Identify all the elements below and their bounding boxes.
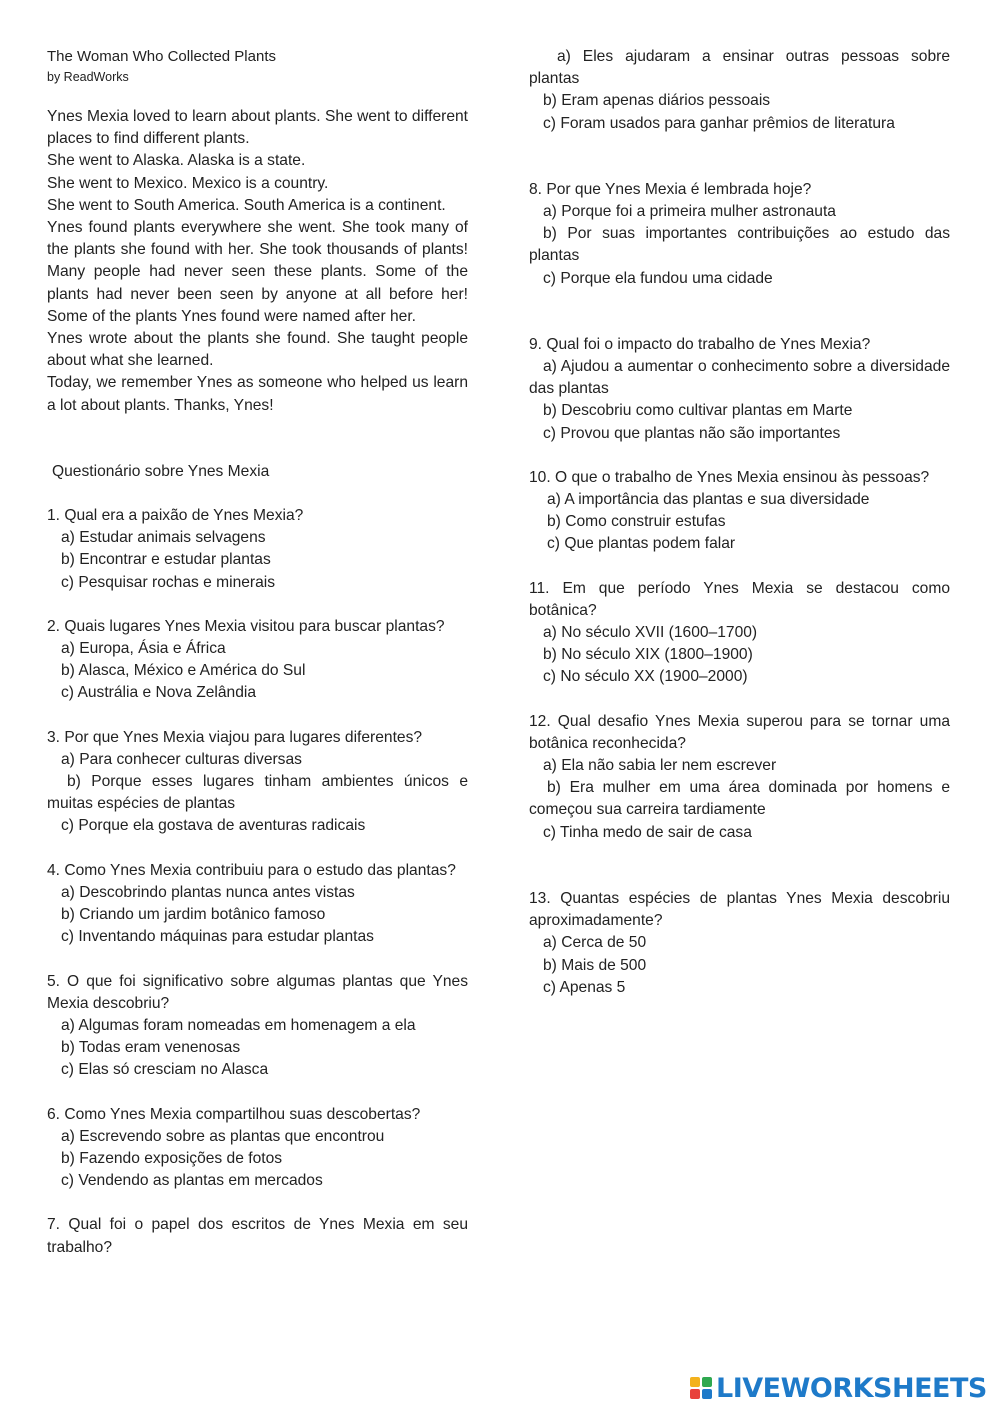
question-stem: 3. Por que Ynes Mexia viajou para lugares diferentes? [47,728,423,746]
answer-option[interactable]: b) Descobriu como cultivar plantas em Marte [543,402,853,420]
answer-option[interactable]: c) Austrália e Nova Zelândia [61,684,257,702]
question-11 [529,578,950,689]
left-column [47,46,468,1281]
answer-option[interactable]: c) Que plantas podem falar [547,535,736,553]
answer-option[interactable]: a) Ela não sabia ler nem escrever [543,757,777,775]
question-5 [47,971,468,1082]
answer-option[interactable]: b) Porque esses lugares tinham ambientes únicos e muitas espécies de plantas [47,773,468,813]
answer-option[interactable]: c) Porque ela gostava de aventuras radicais [61,817,366,835]
answer-option[interactable]: c) Apenas 5 [543,978,626,996]
logo-square-icon [690,1377,700,1387]
answer-option[interactable]: c) Vendendo as plantas em mercados [61,1172,323,1190]
question-stem: 6. Como Ynes Mexia compartilhou suas descobertas? [47,1105,421,1123]
question-6 [47,1104,468,1193]
question-9 [529,334,950,445]
question-stem: 7. Qual foi o papel dos escritos de Ynes Mexia em seu trabalho? [47,1216,468,1256]
question-stem: 8. Por que Ynes Mexia é lembrada hoje? [529,180,812,198]
answer-option[interactable]: c) Foram usados para ganhar prêmios de literatura [543,114,895,132]
article-paragraph: She went to Mexico. Mexico is a country. [47,174,329,192]
answer-option[interactable]: b) Por suas importantes contribuições ao estudo das plantas [529,225,950,265]
answer-option[interactable]: a) Descobrindo plantas nunca antes vistas [61,883,355,901]
answer-option[interactable]: c) Provou que plantas não são importantes [543,424,841,442]
question-7-stem-block [47,1214,468,1258]
logo-square-icon [702,1377,712,1387]
liveworksheets-logo [690,1372,987,1404]
question-7-options [529,46,950,135]
question-stem: 11. Em que período Ynes Mexia se destacou como botânica? [529,579,950,619]
answer-option[interactable]: c) Inventando máquinas para estudar plantas [61,928,374,946]
answer-option[interactable]: a) Algumas foram nomeadas em homenagem a ela [61,1016,416,1034]
article-paragraph: Ynes wrote about the plants she found. She taught people about what she learned. [47,330,468,370]
answer-option[interactable]: a) A importância das plantas e sua diversidade [547,491,870,509]
answer-option[interactable]: b) Alasca, México e América do Sul [61,662,306,680]
answer-option[interactable]: a) Eles ajudaram a ensinar outras pessoas sobre plantas [529,48,950,88]
question-stem: 2. Quais lugares Ynes Mexia visitou para buscar plantas? [47,617,445,635]
question-13 [529,888,950,999]
article-paragraph: She went to South America. South America is a continent. [47,196,446,214]
question-stem: 4. Como Ynes Mexia contribuiu para o estudo das plantas? [47,861,456,879]
question-stem: 5. O que foi significativo sobre algumas plantas que Ynes Mexia descobriu? [47,972,468,1012]
logo-square-icon [690,1389,700,1399]
answer-option[interactable]: b) Mais de 500 [543,956,647,974]
answer-option[interactable]: b) Era mulher em uma área dominada por homens e começou sua carreira tardiamente [529,779,950,819]
question-stem: 13. Quantas espécies de plantas Ynes Mexia descobriu aproximadamente? [529,889,950,930]
liveworksheets-logo-icon [690,1377,712,1399]
article-paragraph: She went to Alaska. Alaska is a state. [47,152,306,170]
answer-option[interactable]: b) Todas eram venenosas [61,1039,241,1057]
question-3 [47,727,468,838]
answer-option[interactable]: b) Encontrar e estudar plantas [61,551,271,569]
question-stem: 10. O que o trabalho de Ynes Mexia ensinou às pessoas? [529,468,930,486]
question-2 [47,616,468,705]
answer-option[interactable]: a) Para conhecer culturas diversas [61,750,302,768]
answer-option[interactable]: c) Porque ela fundou uma cidade [543,269,773,287]
question-stem: 9. Qual foi o impacto do trabalho de Ynes Mexia? [529,335,871,353]
article-paragraph: Ynes found plants everywhere she went. She took many of the plants she found with her. She took thousands of plants! Many people had never seen these plants. Some of the plants had never been seen by anyone at all before her! Some of the plants Ynes found were named after her. [47,219,468,325]
question-stem: 1. Qual era a paixão de Ynes Mexia? [47,507,304,525]
question-4 [47,860,468,949]
right-column [529,46,950,1021]
answer-option[interactable]: b) No século XIX (1800–1900) [543,646,753,664]
answer-option[interactable]: c) Elas só cresciam no Alasca [61,1061,269,1079]
question-12 [529,711,950,844]
answer-option[interactable]: a) Cerca de 50 [543,934,647,952]
answer-option[interactable]: a) Ajudou a aumentar o conhecimento sobre a diversidade das plantas [529,358,950,398]
answer-option[interactable]: c) No século XX (1900–2000) [543,668,748,686]
question-8 [529,179,950,290]
answer-option[interactable]: a) Escrevendo sobre as plantas que encontrou [61,1127,385,1145]
answer-option[interactable]: b) Eram apenas diários pessoais [543,92,771,110]
answer-option[interactable]: c) Pesquisar rochas e minerais [61,573,276,591]
logo-square-icon [702,1389,712,1399]
answer-option[interactable]: b) Criando um jardim botânico famoso [61,906,326,924]
answer-option[interactable]: c) Tinha medo de sair de casa [543,823,752,841]
question-stem: 12. Qual desafio Ynes Mexia superou para se tornar uma botânica reconhecida? [529,712,950,752]
article-paragraph: Ynes Mexia loved to learn about plants. She went to different places to find different plants. [47,108,468,148]
article-byline: by ReadWorks [47,70,129,84]
question-10 [529,467,950,556]
article-paragraph: Today, we remember Ynes as someone who helped us learn a lot about plants. Thanks, Ynes! [47,374,468,414]
answer-option[interactable]: a) Europa, Ásia e África [61,640,226,658]
answer-option[interactable]: a) Porque foi a primeira mulher astronauta [543,203,836,221]
article-title: The Woman Who Collected Plants [47,48,276,65]
quiz-title: Questionário sobre Ynes Mexia [52,462,270,480]
answer-option[interactable]: b) Como construir estufas [547,513,726,531]
answer-option[interactable]: a) Estudar animais selvagens [61,529,266,547]
logo-text: LIVEWORKSHEETS [716,1372,987,1404]
answer-option[interactable]: a) No século XVII (1600–1700) [543,624,758,642]
answer-option[interactable]: b) Fazendo exposições de fotos [61,1149,283,1167]
question-1 [47,505,468,594]
